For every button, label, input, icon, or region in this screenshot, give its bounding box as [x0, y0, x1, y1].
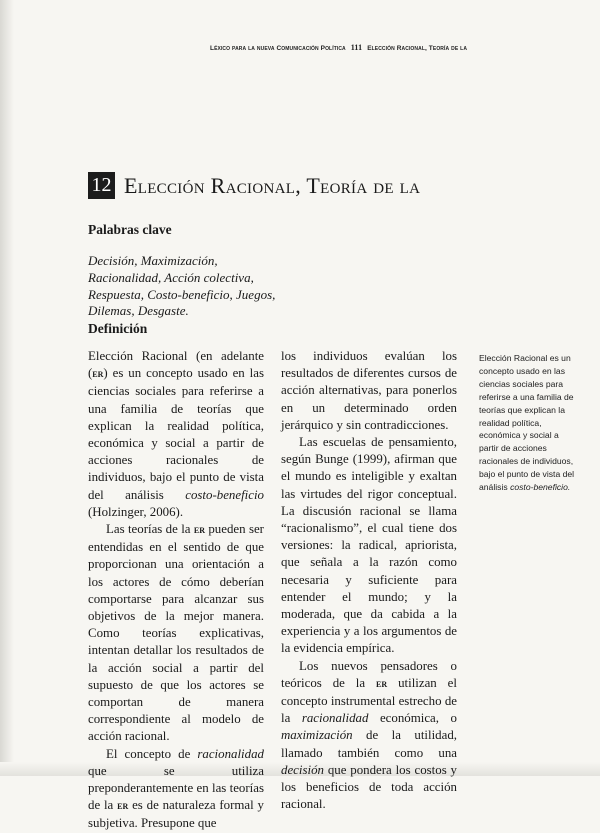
paragraph: Las teorías de la er pueden ser entendidas en el sentido de que proporcionan una orientación a los actores de cómo deberían comportarse para alcanzar sus objetivos de la mejor manera. Como teorías explicativas, intentan detallar los resultados de la acción social a partir del supuesto de que los actores se comportan de manera correspondiente al modelo de acción racional.: [88, 522, 264, 744]
definition-heading: Definición: [88, 321, 148, 336]
paragraph: los individuos evalúan los resultados de diferentes cursos de acción alternativas, para ponerlos en un determinado orden jerárquico y sin contradicciones.: [281, 349, 457, 432]
paragraph: Las escuelas de pensamiento, según Bunge (1999), afirman que el mundo es inteligible y exaltan las virtudes del rigor conceptual. La discusión racional se llama “racionalismo”, el cual tiene dos versiones: la radical, apriorista, que señala a la razón como necesaria y suficiente para entender el mundo; y la moderada, que da cabida a la experiencia y a los argumentos de la evidencia empírica.: [281, 435, 457, 656]
chapter-number-badge: 12: [88, 172, 115, 199]
paragraph: Elección Racional (en adelante (er) es un concepto usado en las ciencias sociales para referirse a una familia de teorías que explican la realidad política, económica y social a partir de acciones racionales de individuos, bajo el punto de vista del análisis costo-beneficio (Holzinger, 2006).: [88, 349, 264, 519]
keywords-heading: Palabras clave: [88, 222, 172, 237]
body-column-right: [281, 348, 457, 813]
paragraph: Los nuevos pensadores o teóricos de la er utilizan el concepto instrumental estrecho de la racionalidad económica, o maximización de la utilidad, llamado también como una decisión que pondera los costos y los beneficios de toda acción racional.: [281, 658, 457, 812]
header-chapter-title: Elección Racional, Teoría de la: [367, 45, 468, 52]
keywords-line: Decisión, Maximización,: [88, 253, 218, 268]
chapter-title: Elección Racional, Teoría de la: [124, 173, 421, 198]
scan-edge-shadow: [0, 0, 14, 776]
keywords-line: Respuesta, Costo-beneficio, Juegos,: [88, 286, 276, 302]
keywords-list: [88, 253, 298, 320]
body-column-left: [88, 348, 264, 833]
paragraph: El concepto de racionalidad que se utiliza preponderantemente en las teorías de la er es de naturaleza formal y subjetiva. Presupone que: [88, 746, 264, 831]
keywords-line: Dilemas, Desgaste.: [88, 303, 189, 319]
header-page-number: 111: [350, 43, 363, 52]
running-header: [210, 43, 530, 52]
keywords-line: Racionalidad, Acción colectiva,: [88, 269, 254, 285]
header-book-title: Léxico para la nueva Comunicación Política: [210, 45, 346, 52]
margin-note: Elección Racional es un concepto usado en las ciencias sociales para referirse a una familia de teorías que explican la realidad política, económica y social a partir de acciones racionales de individuos, bajo el punto de vista del análisis costo-beneficio.: [479, 353, 575, 493]
